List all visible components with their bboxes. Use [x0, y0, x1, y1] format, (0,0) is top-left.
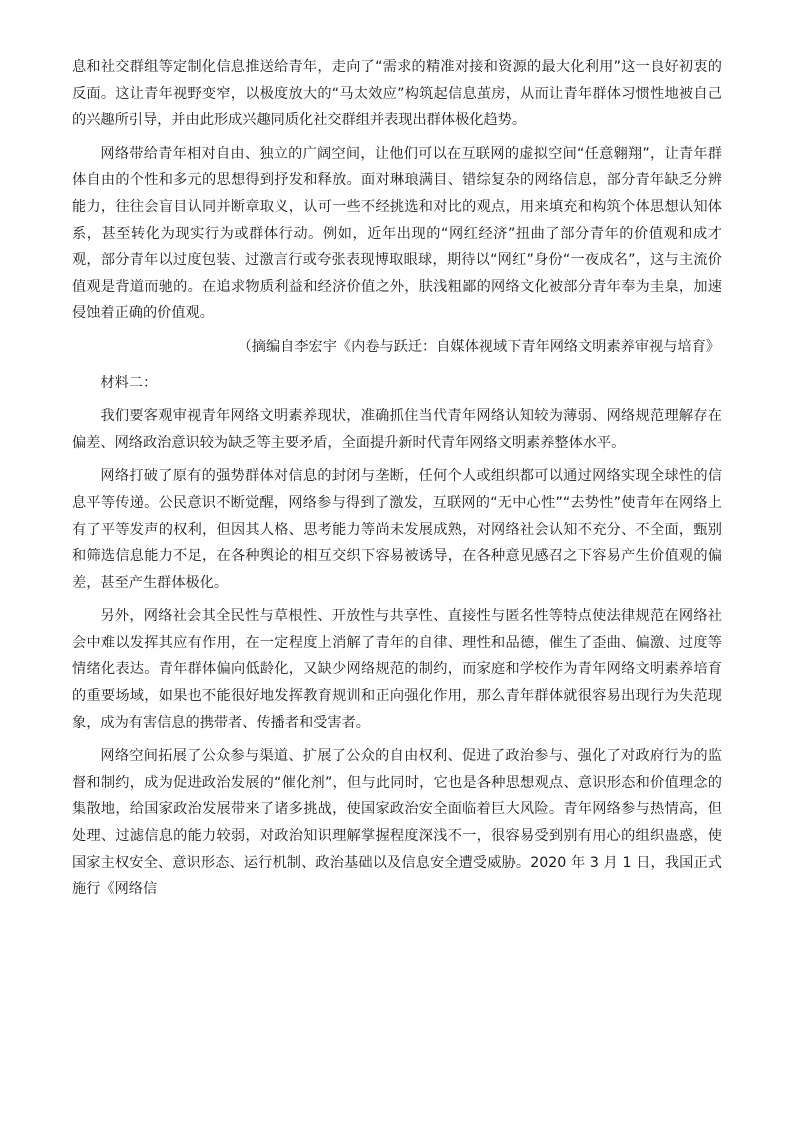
- material1-paragraph-2: 网络带给青年相对自由、独立的广阔空间，让他们可以在互联网的虚拟空间“任意翱翔”，让青年群体自由的个性和多元的思想得到抒发和释放。面对琳琅满目、错综复杂的网络信息，部分青年缺乏分辨能力，往往会盲目认同并断章取义，认可一些不经挑选和对比的观点，用来填充和构筑个体思想认知体系，甚至转化为现实行为或群体行动。例如，近年出现的“网红经济”扭曲了部分青年的价值观和成才观，部分青年以过度包装、过激言行或夸张表现博取眼球，期待以“网红”身份“一夜成名”，这与主流价值观是背道而驰的。在追求物质利益和经济价值之外，肤浅粗鄙的网络文化被部分青年奉为圭臬，加速侵蚀着正确的价值观。: [72, 145, 722, 322]
- source-citation: （摘编自李宏宇《内卷与跃迁：自媒体视域下青年网络文明素养审视与培育》: [237, 338, 720, 355]
- material2-label: 材料二：: [100, 374, 158, 391]
- material2-paragraph-4: 网络空间拓展了公众参与渠道、扩展了公众的自由权利、促进了政治参与、强化了对政府行为的监督和制约，成为促进政治发展的“催化剂”，但与此同时，它也是各种思想观点、意识形态和价值理念的集散地，给国家政治发展带来了诸多挑战，使国家政治安全面临着巨大风险。青年网络参与热情高，但处理、过滤信息的能力较弱，对政治知识理解掌握程度深浅不一，很容易受到别有用心的组织蛊惑，使国家主权安全、意识形态、运行机制、政治基础以及信息安全遭受威胁。2020 年 3 月 1 日，我国正式施行《网络信: [72, 748, 722, 898]
- material1-paragraph-1: 息和社交群组等定制化信息推送给青年，走向了“需求的精准对接和资源的最大化利用”这一良好初衷的反面。这让青年视野变窄，以极度放大的“马太效应”构筑起信息茧房，从而让青年群体习惯性地被自己的兴趣所引导，并由此形成兴趣同质化社交群组并表现出群体极化趋势。: [72, 59, 722, 129]
- material2-paragraph-1: 我们要客观审视青年网络文明素养现状，准确抓住当代青年网络认知较为薄弱、网络规范理解存在偏差、网络政治意识较为缺乏等主要矛盾，全面提升新时代青年网络文明素养整体水平。: [72, 408, 722, 451]
- material2-paragraph-3: 另外，网络社会其全民性与草根性、开放性与共享性、直接性与匿名性等特点使法律规范在网络社会中难以发挥其应有作用，在一定程度上消解了青年的自律、理性和品德，催生了歪曲、偏激、过度等情绪化表达。青年群体偏向低龄化，又缺少网络规范的制约，而家庭和学校作为青年网络文明素养培育的重要场域，如果也不能很好地发挥教育规训和正向强化作用，那么青年群体就很容易出现行为失范现象，成为有害信息的携带者、传播者和受害者。: [72, 608, 722, 731]
- material2-paragraph-2: 网络打破了原有的强势群体对信息的封闭与垄断，任何个人或组织都可以通过网络实现全球性的信息平等传递。公民意识不断觉醒，网络参与得到了激发，互联网的“无中心性”“去势性”使青年在网络上有了平等发声的权利，但因其人格、思考能力等尚未发展成熟，对网络社会认知不充分、不全面，甄别和筛选信息能力不足，在各种舆论的相互交织下容易被诱导，在各种意见感召之下容易产生价值观的偏差，甚至产生群体极化。: [72, 468, 722, 591]
- document-page: [72, 54, 722, 903]
